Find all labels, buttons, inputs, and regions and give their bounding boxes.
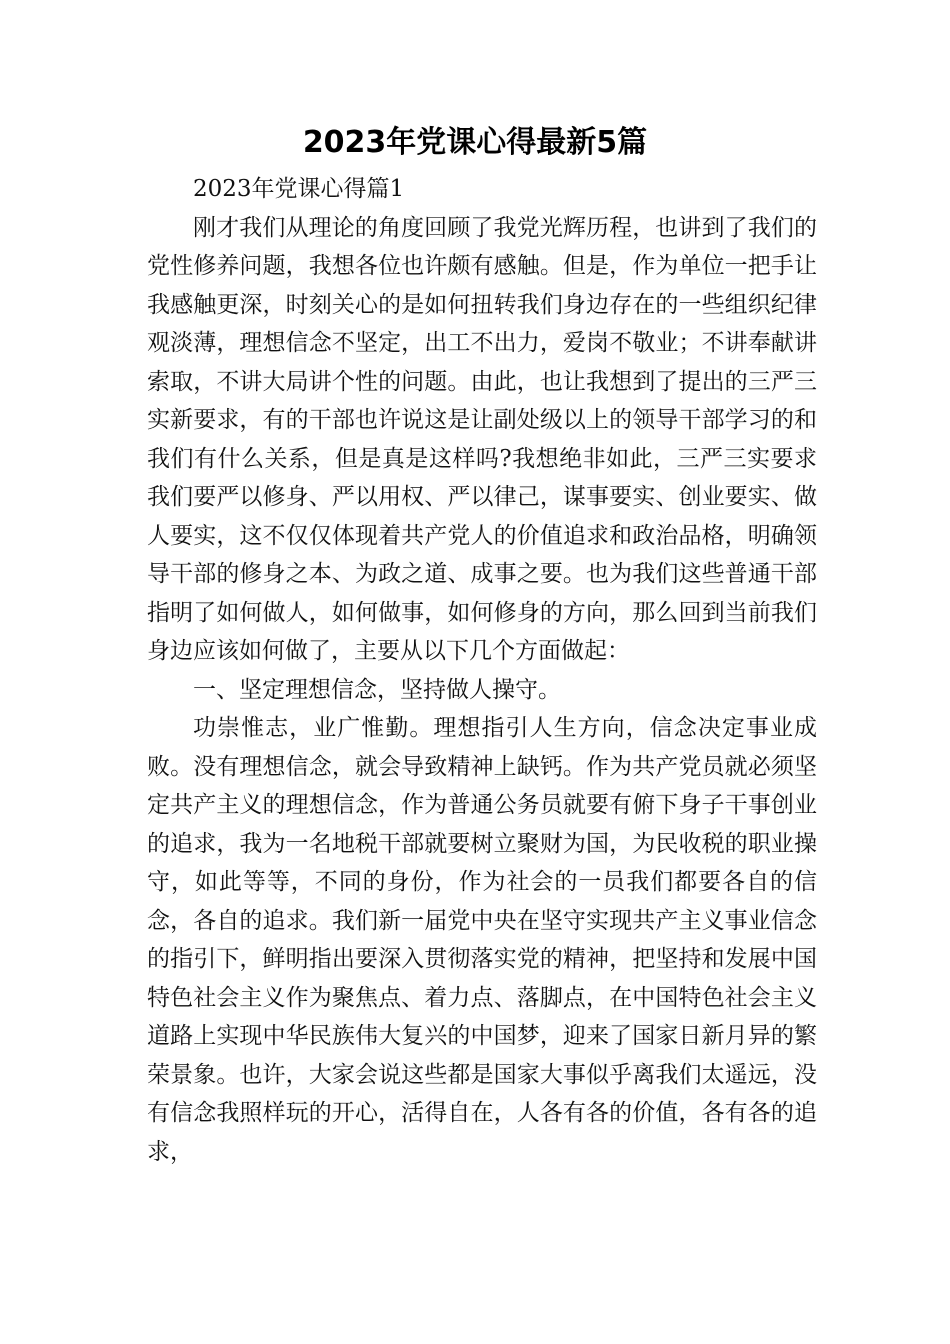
paragraph: 一、坚定理想信念，坚持做人操守。 bbox=[193, 676, 561, 703]
document-title: 2023年党课心得最新5篇 bbox=[302, 125, 648, 160]
section-heading: 2023年党课心得篇1 bbox=[193, 176, 405, 202]
paragraph: 刚才我们从理论的角度回顾了我党光辉历程，也讲到了我们的党性修养问题，我想各位也许颇有感触。但是，作为单位一把手让我感触更深，时刻关心的是如何扭转我们身边存在的一些组织纪律观淡薄，理想信念不坚定，出工不出力，爱岗不敬业；不讲奉献讲索取，不讲大局讲个性的问题。由此，也让我想到了提出的三严三实新要求，有的干部也许说这是让副处级以上的领导干部学习的和我们有什么关系，但是真是这样吗?我想绝非如此，三严三实要求我们要严以修身、严以用权、严以律己，谋事要实、创业要实、做人要实，这不仅仅体现着共产党人的价值追求和政治品格，明确领导干部的修身之本、为政之道、成事之要。也为我们这些普通干部指明了如何做人，如何做事，如何修身的方向，那么回到当前我们身边应该如何做了，主要从以下几个方面做起： bbox=[147, 214, 817, 664]
paragraph: 功崇惟志，业广惟勤。理想指引人生方向，信念决定事业成败。没有理想信念，就会导致精神上缺钙。作为共产党员就必须坚定共产主义的理想信念，作为普通公务员就要有俯下身子干事创业的追求，我为一名地税干部就要树立聚财为国，为民收税的职业操守，如此等等，不同的身份，作为社会的一员我们都要各自的信念，各自的追求。我们新一届党中央在坚守实现共产主义事业信念的指引下，鲜明指出要深入贯彻落实党的精神，把坚持和发展中国特色社会主义作为聚焦点、着力点、落脚点，在中国特色社会主义道路上实现中华民族伟大复兴的中国梦，迎来了国家日新月异的繁荣景象。也许，大家会说这些都是国家大事似乎离我们太遥远，没有信念我照样玩的开心，活得自在，人各有各的价值，各有各的追求， bbox=[147, 715, 817, 1165]
document-body bbox=[147, 170, 817, 1171]
